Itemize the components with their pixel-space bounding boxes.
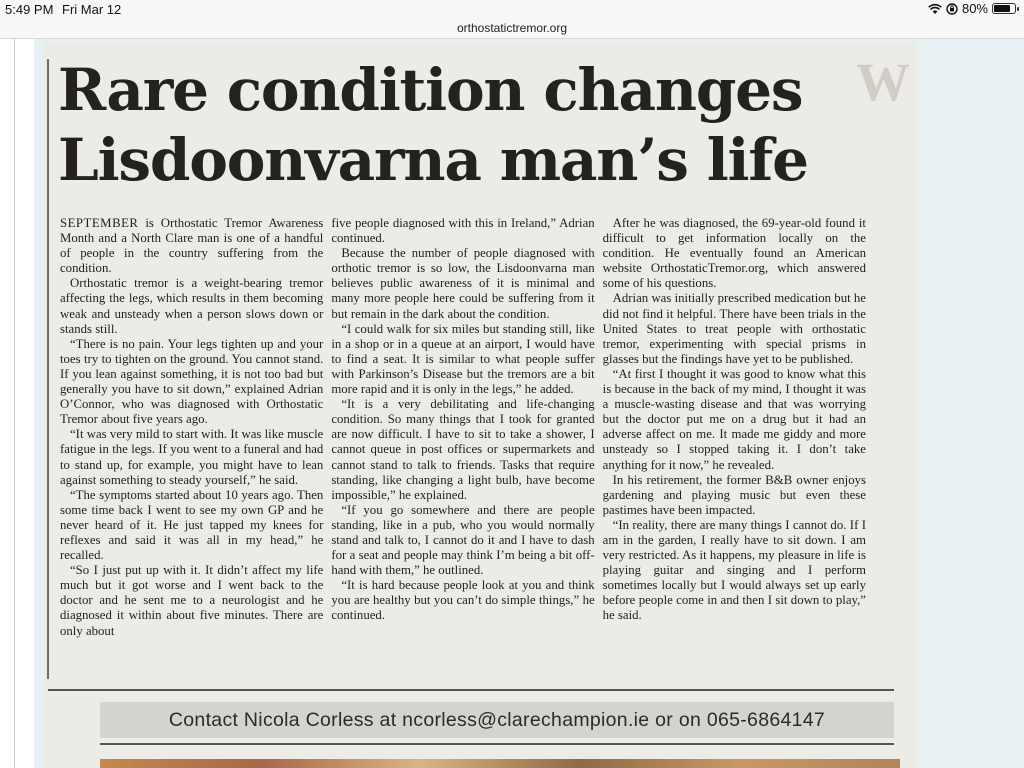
article-paragraph — [603, 291, 866, 366]
page-divider — [14, 39, 15, 768]
paragraph-text: is Orthostatic Tremor Awareness Month and a North Clare man is one of a handful of people in the country suffering from the condition. — [60, 216, 324, 276]
adjacent-article-fragment: W — [856, 52, 909, 112]
article-paragraph — [331, 578, 594, 623]
article-paragraph — [60, 427, 323, 487]
paragraph-text: Adrian was initially prescribed medication but he did not find it helpful. There have been trials in the United States to treat people with orthostatic tremor, experimenting with special prisms in glasses but the findings have yet to be published. — [602, 291, 866, 366]
web-page — [0, 39, 1024, 768]
paragraph-text: After he was diagnosed, the 69-year-old found it difficult to get information locally on the condition. He eventually found an American website OrthostaticTremor.org, which answered some of his questions. — [602, 216, 866, 291]
divider-rule — [100, 743, 894, 745]
article-paragraph — [603, 216, 866, 291]
article-paragraph — [331, 216, 594, 246]
wifi-icon — [928, 3, 942, 15]
status-time: 5:49 PM — [5, 2, 54, 17]
paragraph-text: “The symptoms started about 10 years ago. Then some time back I went to see my own GP and he never heard of it. He just tapped my knees for reflexes and said it was all in my head,” he recalled. — [60, 487, 324, 563]
article-paragraph — [603, 367, 866, 473]
article-column-1 — [60, 216, 323, 678]
column-rule — [47, 59, 49, 679]
paragraph-text: Orthostatic tremor is a weight-bearing tremor affecting the legs, which results in them becoming weak and unsteady when a person slows down or stands still. — [60, 276, 324, 336]
orientation-lock-icon — [946, 3, 958, 15]
battery-icon — [992, 3, 1016, 14]
paragraph-text: “In reality, there are many things I cannot do. If I am in the garden, I really have to sit down. I am very restricted. As it happens, my pleasure in life is playing guitar and singing and I perform sometimes locally but I would always set up early before people come in and then I sit down to play,” he said. — [602, 517, 866, 623]
address-bar[interactable] — [0, 20, 1024, 39]
article-paragraph — [60, 216, 323, 276]
article-paragraph — [60, 488, 323, 563]
paragraph-text: “At first I thought it was good to know what this is because in the back of my mind, I thought it was a muscle-wasting disease and that was worrying but the doctor put me on a drug but it had an adverse affect on me. It made me giddy and more unsteady so I stopped taking it. I don’t take anything for it now,” he revealed. — [602, 366, 866, 472]
paragraph-text: five people diagnosed with this in Ireland,” Adrian continued. — [331, 216, 595, 246]
article-paragraph — [60, 563, 323, 638]
article-paragraph — [331, 503, 594, 578]
paragraph-text: “It was very mild to start with. It was like muscle fatigue in the legs. If you went to a funeral and had to stand up, for example, you might have to lean against something to steady yourself,” he said. — [60, 427, 324, 487]
article-paragraph — [603, 473, 866, 518]
paragraph-text: “There is no pain. Your legs tighten up and your toes try to tighten on the ground. You cannot stand. If you lean against something, it is not too bad but generally you have to sit down,” explained Adrian O’Connor, who was diagnosed with Orthostatic Tremor about five years ago. — [60, 336, 324, 427]
status-icons — [928, 1, 1016, 16]
article-paragraph — [60, 276, 323, 336]
headline-line-1: Rare condition changes — [58, 56, 803, 124]
paragraph-text: “It is hard because people look at you and think you are healthy but you can’t do simple things,” he continued. — [331, 578, 595, 623]
article-paragraph — [60, 337, 323, 428]
article-paragraph — [331, 322, 594, 397]
page-margin — [0, 39, 34, 768]
battery-fill — [994, 5, 1010, 12]
headline-line-2: Lisdoonvarna man’s life — [58, 126, 808, 194]
photo-fragment — [100, 759, 900, 768]
paragraph-text: In his retirement, the former B&B owner enjoys gardening and playing music but even these pastimes have been impacted. — [602, 472, 866, 517]
paragraph-text: “If you go somewhere and there are people standing, like in a pub, who you would normally stand and talk to, I cannot do it and I have to dash for a seat and people may think I’m being a bit off-hand with them,” he outlined. — [331, 502, 595, 578]
article-paragraph — [331, 397, 594, 503]
article-body — [60, 216, 866, 678]
article-headline — [58, 55, 858, 195]
paragraph-text: “It is a very debilitating and life-changing condition. So many things that I took for granted are now difficult. I have to sit to take a shower, I cannot queue in post offices or supermarkets and cannot stand to talk to friends. Tasks that require standing, like changing a light bulb, have become impossible,” he explained. — [331, 397, 595, 502]
article-column-3 — [603, 216, 866, 678]
article-paragraph — [603, 518, 866, 624]
article-column-2 — [331, 216, 594, 678]
status-date: Fri Mar 12 — [62, 2, 122, 17]
paragraph-text: “I could walk for six miles but standing still, like in a shop or in a queue at an airport, I would have to find a seat. It is similar to what people suffer with Parkinson’s Disease but the tremors are a bit more rapid and it is only in the legs,” he added. — [331, 321, 595, 397]
contact-text: Contact Nicola Corless at ncorless@clarechampion.ie or on 065-6864147 — [168, 708, 826, 731]
url-text[interactable]: orthostatictremor.org — [456, 21, 568, 35]
divider-rule — [48, 689, 894, 691]
status-bar — [0, 0, 1024, 20]
contact-banner — [100, 702, 894, 738]
paragraph-text: Because the number of people diagnosed with orthotic tremor is so low, the Lisdoonvarna man believes public awareness of it is minimal and many more people here could be suffering from it but remain in the dark about the condition. — [331, 246, 595, 321]
battery-percent: 80% — [961, 1, 988, 16]
article-paragraph — [331, 246, 594, 321]
lead-word: SEPTEMBER — [60, 216, 139, 230]
paragraph-text: “So I just put up with it. It didn’t affect my life much but it got worse and I went back to the doctor and he sent me to a neurologist and he diagnosed it within about five minutes. There are only about — [60, 563, 324, 638]
newspaper-clipping-image — [44, 43, 917, 768]
